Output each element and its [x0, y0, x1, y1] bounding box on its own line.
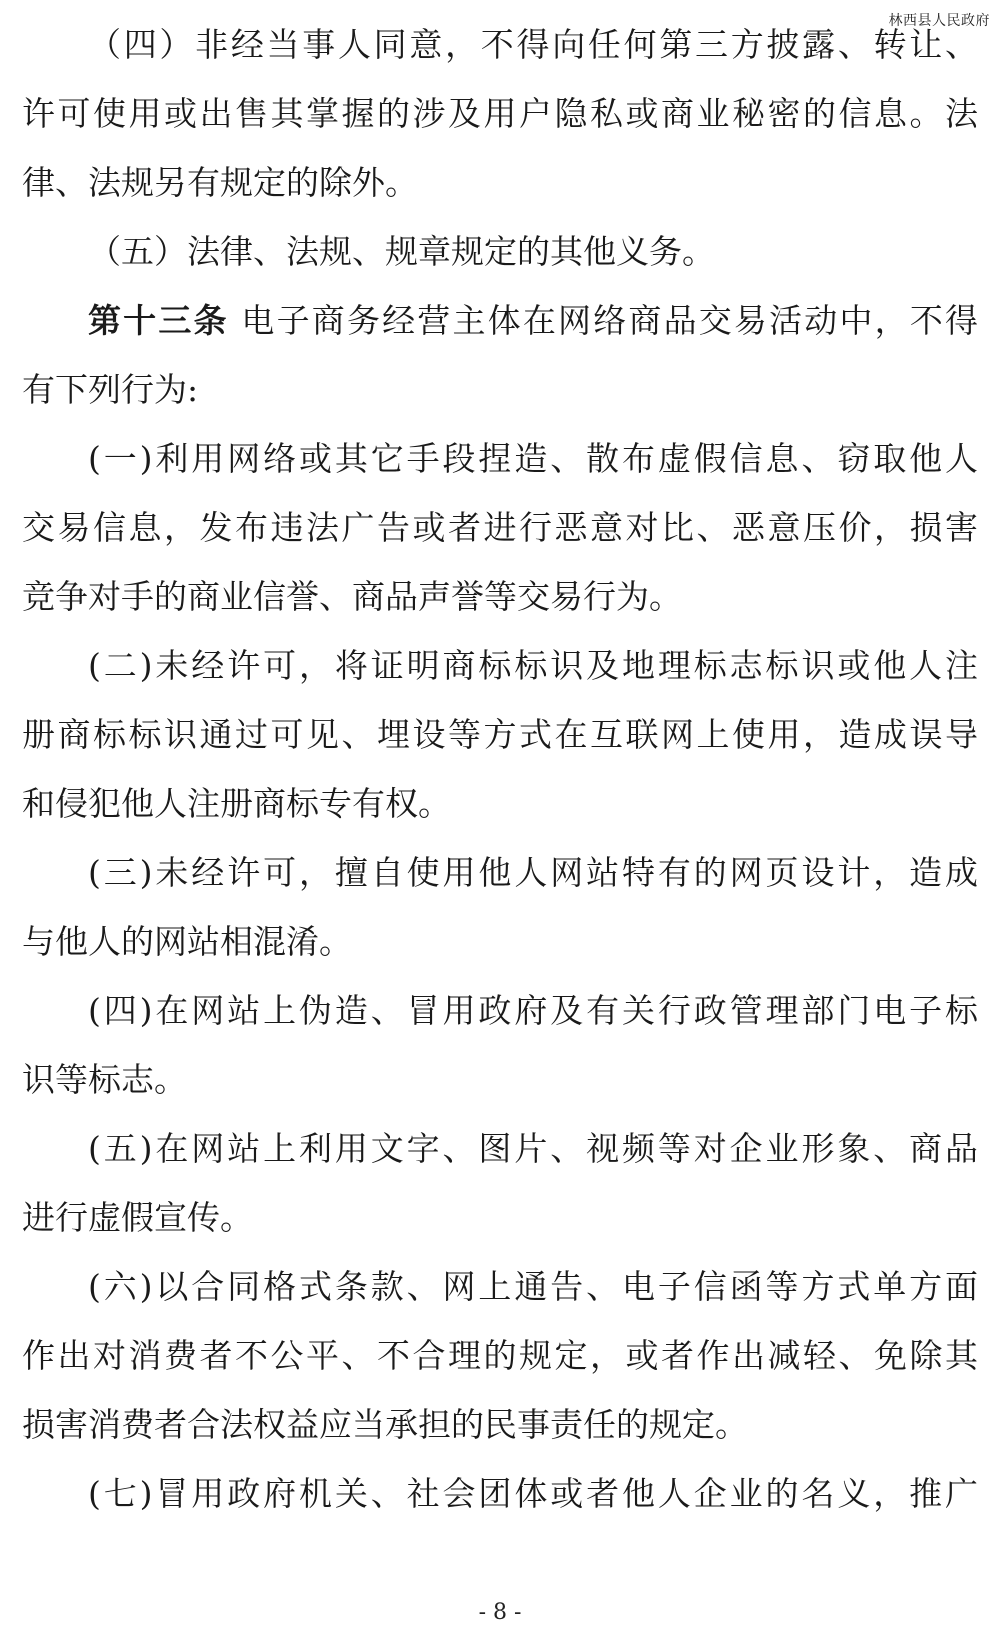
list-item: [22, 838, 978, 976]
text-line: 和侵犯他人注册商标专有权。: [22, 784, 451, 823]
text-line: 识等标志。: [22, 1060, 187, 1099]
text-line: 进行虚假宣传。: [22, 1198, 253, 1237]
text-line: （五）法律、法规、规章规定的其他义务。: [88, 232, 715, 271]
text-line: 与他人的网站相混淆。: [22, 922, 352, 961]
list-item: [22, 1459, 978, 1528]
text-line: (一)利用网络或其它手段捏造、散布虚假信息、窃取他人: [88, 439, 978, 478]
text-line: 册商标标识通过可见、埋设等方式在互联网上使用，造成误导: [22, 715, 978, 754]
text-line: (三)未经许可，擅自使用他人网站特有的网页设计，造成: [88, 853, 978, 892]
text-line: 有下列行为:: [22, 370, 199, 409]
text-line: 交易信息，发布违法广告或者进行恶意对比、恶意压价，损害: [22, 508, 978, 547]
list-item: [22, 424, 978, 631]
list-item: [22, 976, 978, 1114]
text-line: 律、法规另有规定的除外。: [22, 163, 418, 202]
article-title: 第十三条: [88, 301, 229, 340]
paragraph: [22, 217, 978, 286]
paragraph: [22, 10, 978, 217]
article-paragraph: [22, 286, 978, 424]
text-line: (四)在网站上伪造、冒用政府及有关行政管理部门电子标: [88, 991, 978, 1030]
list-item: [22, 1252, 978, 1459]
list-item: [22, 1114, 978, 1252]
text-line: 损害消费者合法权益应当承担的民事责任的规定。: [22, 1405, 748, 1444]
page-number: - 8 -: [478, 1600, 522, 1625]
text-line: 许可使用或出售其掌握的涉及用户隐私或商业秘密的信息。法: [22, 94, 978, 133]
watermark-text: 林西县人民政府: [888, 13, 990, 29]
text-line: （四）非经当事人同意，不得向任何第三方披露、转让、: [88, 25, 978, 64]
text-line: (七)冒用政府机关、社会团体或者他人企业的名义，推广: [88, 1474, 978, 1513]
text-line: (六)以合同格式条款、网上通告、电子信函等方式单方面: [88, 1267, 978, 1306]
text-line: 作出对消费者不公平、不合理的规定，或者作出减轻、免除其: [22, 1336, 978, 1375]
article-text: 电子商务经营主体在网络商品交易活动中，不得: [241, 301, 979, 340]
document-body: [22, 10, 978, 1528]
text-line: (五)在网站上利用文字、图片、视频等对企业形象、商品: [88, 1129, 978, 1168]
text-line: 竞争对手的商业信誉、商品声誉等交易行为。: [22, 577, 682, 616]
text-line: [22, 286, 978, 355]
list-item: [22, 631, 978, 838]
text-line: (二)未经许可，将证明商标标识及地理标志标识或他人注: [88, 646, 978, 685]
